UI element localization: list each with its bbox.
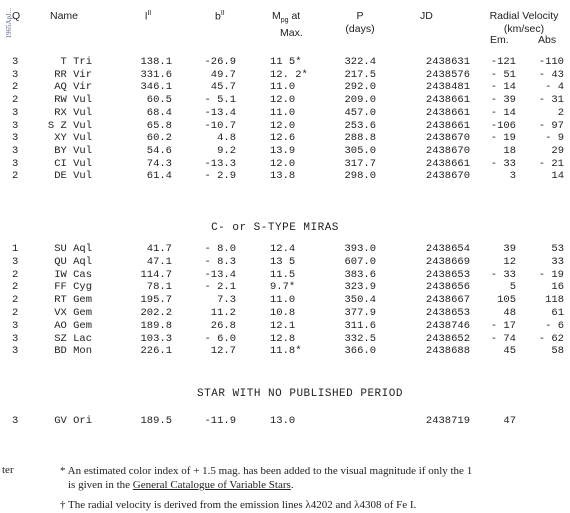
cell-p: 607.0 [344, 255, 376, 268]
cell-em: 105 [497, 294, 516, 307]
cell-em: - 33 [490, 268, 516, 281]
cell-p: 350.4 [344, 294, 376, 307]
cell-abs: - 9 [545, 132, 564, 145]
cell-l: 189.5 [140, 415, 172, 427]
footnote-color-index: * An estimated color index of + 1.5 mag. has been added to the visual magnitude if only the 1 is given in the General Catalogue of Variable Stars. [60, 465, 473, 491]
cell-name: CI Vul [54, 157, 92, 170]
cell-jd: 2438653 [425, 307, 470, 319]
section-title-c-s-miras: C- or S-TYPE MIRAS [211, 222, 339, 234]
cell-l: 41.7 [146, 243, 172, 255]
cell-b: -11.9 [204, 415, 236, 427]
cell-name: RW Vul [54, 94, 92, 107]
cell-l: 65.8 [146, 119, 172, 132]
cell-abs: 61 [551, 307, 564, 319]
cell-jd: 2438653 [425, 268, 470, 281]
cell-q: 2 [12, 94, 19, 107]
cell-b: 9.2 [217, 144, 236, 157]
cell-jd: 2438656 [425, 281, 470, 294]
cell-q: 3 [12, 319, 19, 332]
cell-abs: 33 [551, 255, 564, 268]
cell-name: T Tri [60, 56, 92, 68]
cell-l: 60.5 [146, 94, 172, 107]
cell-jd: 2438670 [425, 132, 470, 145]
cell-abs: - 6 [545, 319, 564, 332]
cell-l: 138.1 [140, 56, 172, 68]
cell-name: RX Vul [54, 106, 92, 119]
cell-name: QU Aql [54, 255, 92, 268]
cell-jd: 2438667 [425, 294, 470, 307]
cell-p: 253.6 [344, 119, 376, 132]
cell-abs: - 21 [538, 157, 564, 170]
cell-p: 366.0 [344, 345, 376, 358]
cell-b: -13.4 [204, 268, 236, 281]
header-l: $l^{II}$ [145, 10, 152, 23]
cell-m: 11.0 [270, 81, 296, 94]
cell-b: - 6.0 [204, 332, 236, 345]
cell-abs: 58 [551, 345, 564, 358]
header-p: P (days) [345, 10, 375, 35]
cell-abs: 53 [551, 243, 564, 255]
cell-l: 60.2 [146, 132, 172, 145]
cell-p: 311.6 [344, 319, 376, 332]
header-em: Em. [490, 34, 509, 46]
cell-name: DE Vul [54, 170, 92, 183]
cell-m: 12.1 [270, 319, 296, 332]
cell-b: 26.8 [210, 319, 236, 332]
cell-abs: - 97 [538, 119, 564, 132]
cell-name: BY Vul [54, 144, 92, 157]
cell-jd: 2438688 [425, 345, 470, 358]
cell-l: 68.4 [146, 106, 172, 119]
cell-l: 47.1 [146, 255, 172, 268]
cell-name: XY Vul [54, 132, 92, 145]
cell-em: -121 [490, 56, 516, 68]
cell-abs: 16 [551, 281, 564, 294]
cell-b: 12.7 [210, 345, 236, 358]
cell-em: 45 [503, 345, 516, 358]
cell-l: 331.6 [140, 68, 172, 81]
cell-m: 12.0 [270, 157, 296, 170]
cell-em: - 74 [490, 332, 516, 345]
cell-p: 305.0 [344, 144, 376, 157]
cell-m: 11.0 [270, 106, 296, 119]
cell-jd: 2438746 [425, 319, 470, 332]
section-title-no-period: STAR WITH NO PUBLISHED PERIOD [197, 388, 403, 400]
cell-jd: 2438661 [425, 106, 470, 119]
cell-name: AO Gem [54, 319, 92, 332]
cell-q: 2 [12, 307, 19, 319]
cell-m: 12.8 [270, 332, 296, 345]
cell-m: 12.0 [270, 119, 296, 132]
cell-abs: - 19 [538, 268, 564, 281]
cell-p: 457.0 [344, 106, 376, 119]
cell-em: 47 [503, 415, 516, 427]
cell-q: 2 [12, 281, 19, 294]
cell-p: 383.6 [344, 268, 376, 281]
cell-jd: 2438669 [425, 255, 470, 268]
cell-em: - 33 [490, 157, 516, 170]
cell-name: AQ Vir [54, 81, 92, 94]
cell-q: 2 [12, 294, 19, 307]
cell-q: 3 [12, 119, 19, 132]
cell-abs: -110 [538, 56, 564, 68]
cell-b: - 8.3 [204, 255, 236, 268]
cell-p: 323.9 [344, 281, 376, 294]
side-stamp: 1965ApJ... [5, 8, 13, 39]
cell-b: -10.7 [204, 119, 236, 132]
cell-name: SZ Lac [54, 332, 92, 345]
header-name: Name [50, 10, 79, 22]
cell-p: 298.0 [344, 170, 376, 183]
cell-l: 54.6 [146, 144, 172, 157]
header-mpg: $M_{pg}$ at Max. [272, 10, 303, 40]
cell-name: SU Aql [54, 243, 92, 255]
cell-m: 12.4 [270, 243, 296, 255]
cell-name: S Z Vul [47, 119, 92, 132]
cell-jd: 2438481 [425, 81, 470, 94]
cell-em: 12 [503, 255, 516, 268]
cell-jd: 2438670 [425, 170, 470, 183]
cell-abs: - 43 [538, 68, 564, 81]
cell-b: - 2.1 [204, 281, 236, 294]
cell-em: 39 [503, 243, 516, 255]
cell-name: FF Cyg [54, 281, 92, 294]
cell-jd: 2438661 [425, 94, 470, 107]
cell-em: - 17 [490, 319, 516, 332]
cell-em: -106 [490, 119, 516, 132]
cell-b: 7.3 [217, 294, 236, 307]
cell-l: 346.1 [140, 81, 172, 94]
cell-l: 103.3 [140, 332, 172, 345]
cell-p: 332.5 [344, 332, 376, 345]
cell-m: 13.9 [270, 144, 296, 157]
cell-m: 13 5 [270, 255, 296, 268]
cell-p: 393.0 [344, 243, 376, 255]
cell-abs: 118 [545, 294, 564, 307]
cell-m: 11.5 [270, 268, 296, 281]
cell-abs: 29 [551, 144, 564, 157]
header-jd: JD [420, 10, 433, 22]
cell-p: 288.8 [344, 132, 376, 145]
cell-em: - 51 [490, 68, 516, 81]
cell-l: 189.8 [140, 319, 172, 332]
margin-text: ter [2, 464, 14, 476]
cell-q: 3 [12, 157, 19, 170]
cell-em: - 39 [490, 94, 516, 107]
cell-p: 377.9 [344, 307, 376, 319]
cell-p: 217.5 [344, 68, 376, 81]
footnote-radial-velocity: † The radial velocity is derived from the emission lines λ4202 and λ4308 of Fe I. [60, 499, 417, 511]
cell-jd: 2438654 [425, 243, 470, 255]
cell-l: 74.3 [146, 157, 172, 170]
cell-b: -26.9 [204, 56, 236, 68]
cell-jd: 2438661 [425, 157, 470, 170]
cell-em: 3 [509, 170, 516, 183]
cell-q: 3 [12, 415, 19, 427]
cell-m: 12. 2* [270, 68, 308, 81]
cell-p: 317.7 [344, 157, 376, 170]
cell-l: 202.2 [140, 307, 172, 319]
cell-q: 3 [12, 106, 19, 119]
header-b: $b^{II}$ [215, 10, 225, 23]
cell-p: 209.0 [344, 94, 376, 107]
cell-abs: 14 [551, 170, 564, 183]
cell-name: RR Vir [54, 68, 92, 81]
cell-b: 11.2 [210, 307, 236, 319]
cell-l: 114.7 [140, 268, 172, 281]
cell-l: 61.4 [146, 170, 172, 183]
cell-m: 12.6 [270, 132, 296, 145]
cell-q: 1 [12, 243, 19, 255]
cell-em: - 19 [490, 132, 516, 145]
cell-q: 2 [12, 268, 19, 281]
cell-abs: - 4 [545, 81, 564, 94]
cell-b: 45.7 [210, 81, 236, 94]
cell-l: 195.7 [140, 294, 172, 307]
cell-q: 3 [12, 56, 19, 68]
cell-q: 2 [12, 81, 19, 94]
cell-b: - 8.0 [204, 243, 236, 255]
cell-em: 5 [509, 281, 516, 294]
cell-em: - 14 [490, 106, 516, 119]
cell-m: 11 5* [270, 56, 302, 68]
header-abs: Abs [538, 34, 557, 46]
cell-abs: - 31 [538, 94, 564, 107]
cell-b: 49.7 [210, 68, 236, 81]
cell-b: - 2.9 [204, 170, 236, 183]
cell-q: 3 [12, 332, 19, 345]
cell-m: 9.7* [270, 281, 296, 294]
cell-em: 18 [503, 144, 516, 157]
cell-jd: 2438576 [425, 68, 470, 81]
cell-q: 3 [12, 144, 19, 157]
cell-abs: 2 [557, 106, 564, 119]
cell-jd: 2438631 [425, 56, 470, 68]
cell-jd: 2438719 [425, 415, 470, 427]
cell-jd: 2438652 [425, 332, 470, 345]
cell-b: 4.8 [217, 132, 236, 145]
cell-m: 13.0 [270, 415, 296, 427]
cell-m: 11.8* [270, 345, 302, 358]
cell-b: -13.4 [204, 106, 236, 119]
cell-em: - 14 [490, 81, 516, 94]
cell-m: 10.8 [270, 307, 296, 319]
cell-b: - 5.1 [204, 94, 236, 107]
cell-name: VX Gem [54, 307, 92, 319]
cell-l: 226.1 [140, 345, 172, 358]
cell-em: 48 [503, 307, 516, 319]
cell-jd: 2438661 [425, 119, 470, 132]
header-q: Q [12, 10, 21, 22]
cell-name: GV Ori [54, 415, 92, 427]
header-rv: Radial Velocity (km/sec) [489, 10, 559, 35]
cell-name: RT Gem [54, 294, 92, 307]
cell-q: 3 [12, 68, 19, 81]
cell-jd: 2438670 [425, 144, 470, 157]
cell-l: 78.1 [146, 281, 172, 294]
cell-m: 11.0 [270, 294, 296, 307]
cell-q: 3 [12, 255, 19, 268]
cell-q: 3 [12, 132, 19, 145]
cell-name: BD Mon [54, 345, 92, 358]
cell-b: -13.3 [204, 157, 236, 170]
cell-p: 322.4 [344, 56, 376, 68]
cell-m: 13.8 [270, 170, 296, 183]
cell-p: 292.0 [344, 81, 376, 94]
cell-name: IW Cas [54, 268, 92, 281]
cell-abs: - 62 [538, 332, 564, 345]
cell-q: 2 [12, 170, 19, 183]
cell-q: 3 [12, 345, 19, 358]
cell-m: 12.0 [270, 94, 296, 107]
